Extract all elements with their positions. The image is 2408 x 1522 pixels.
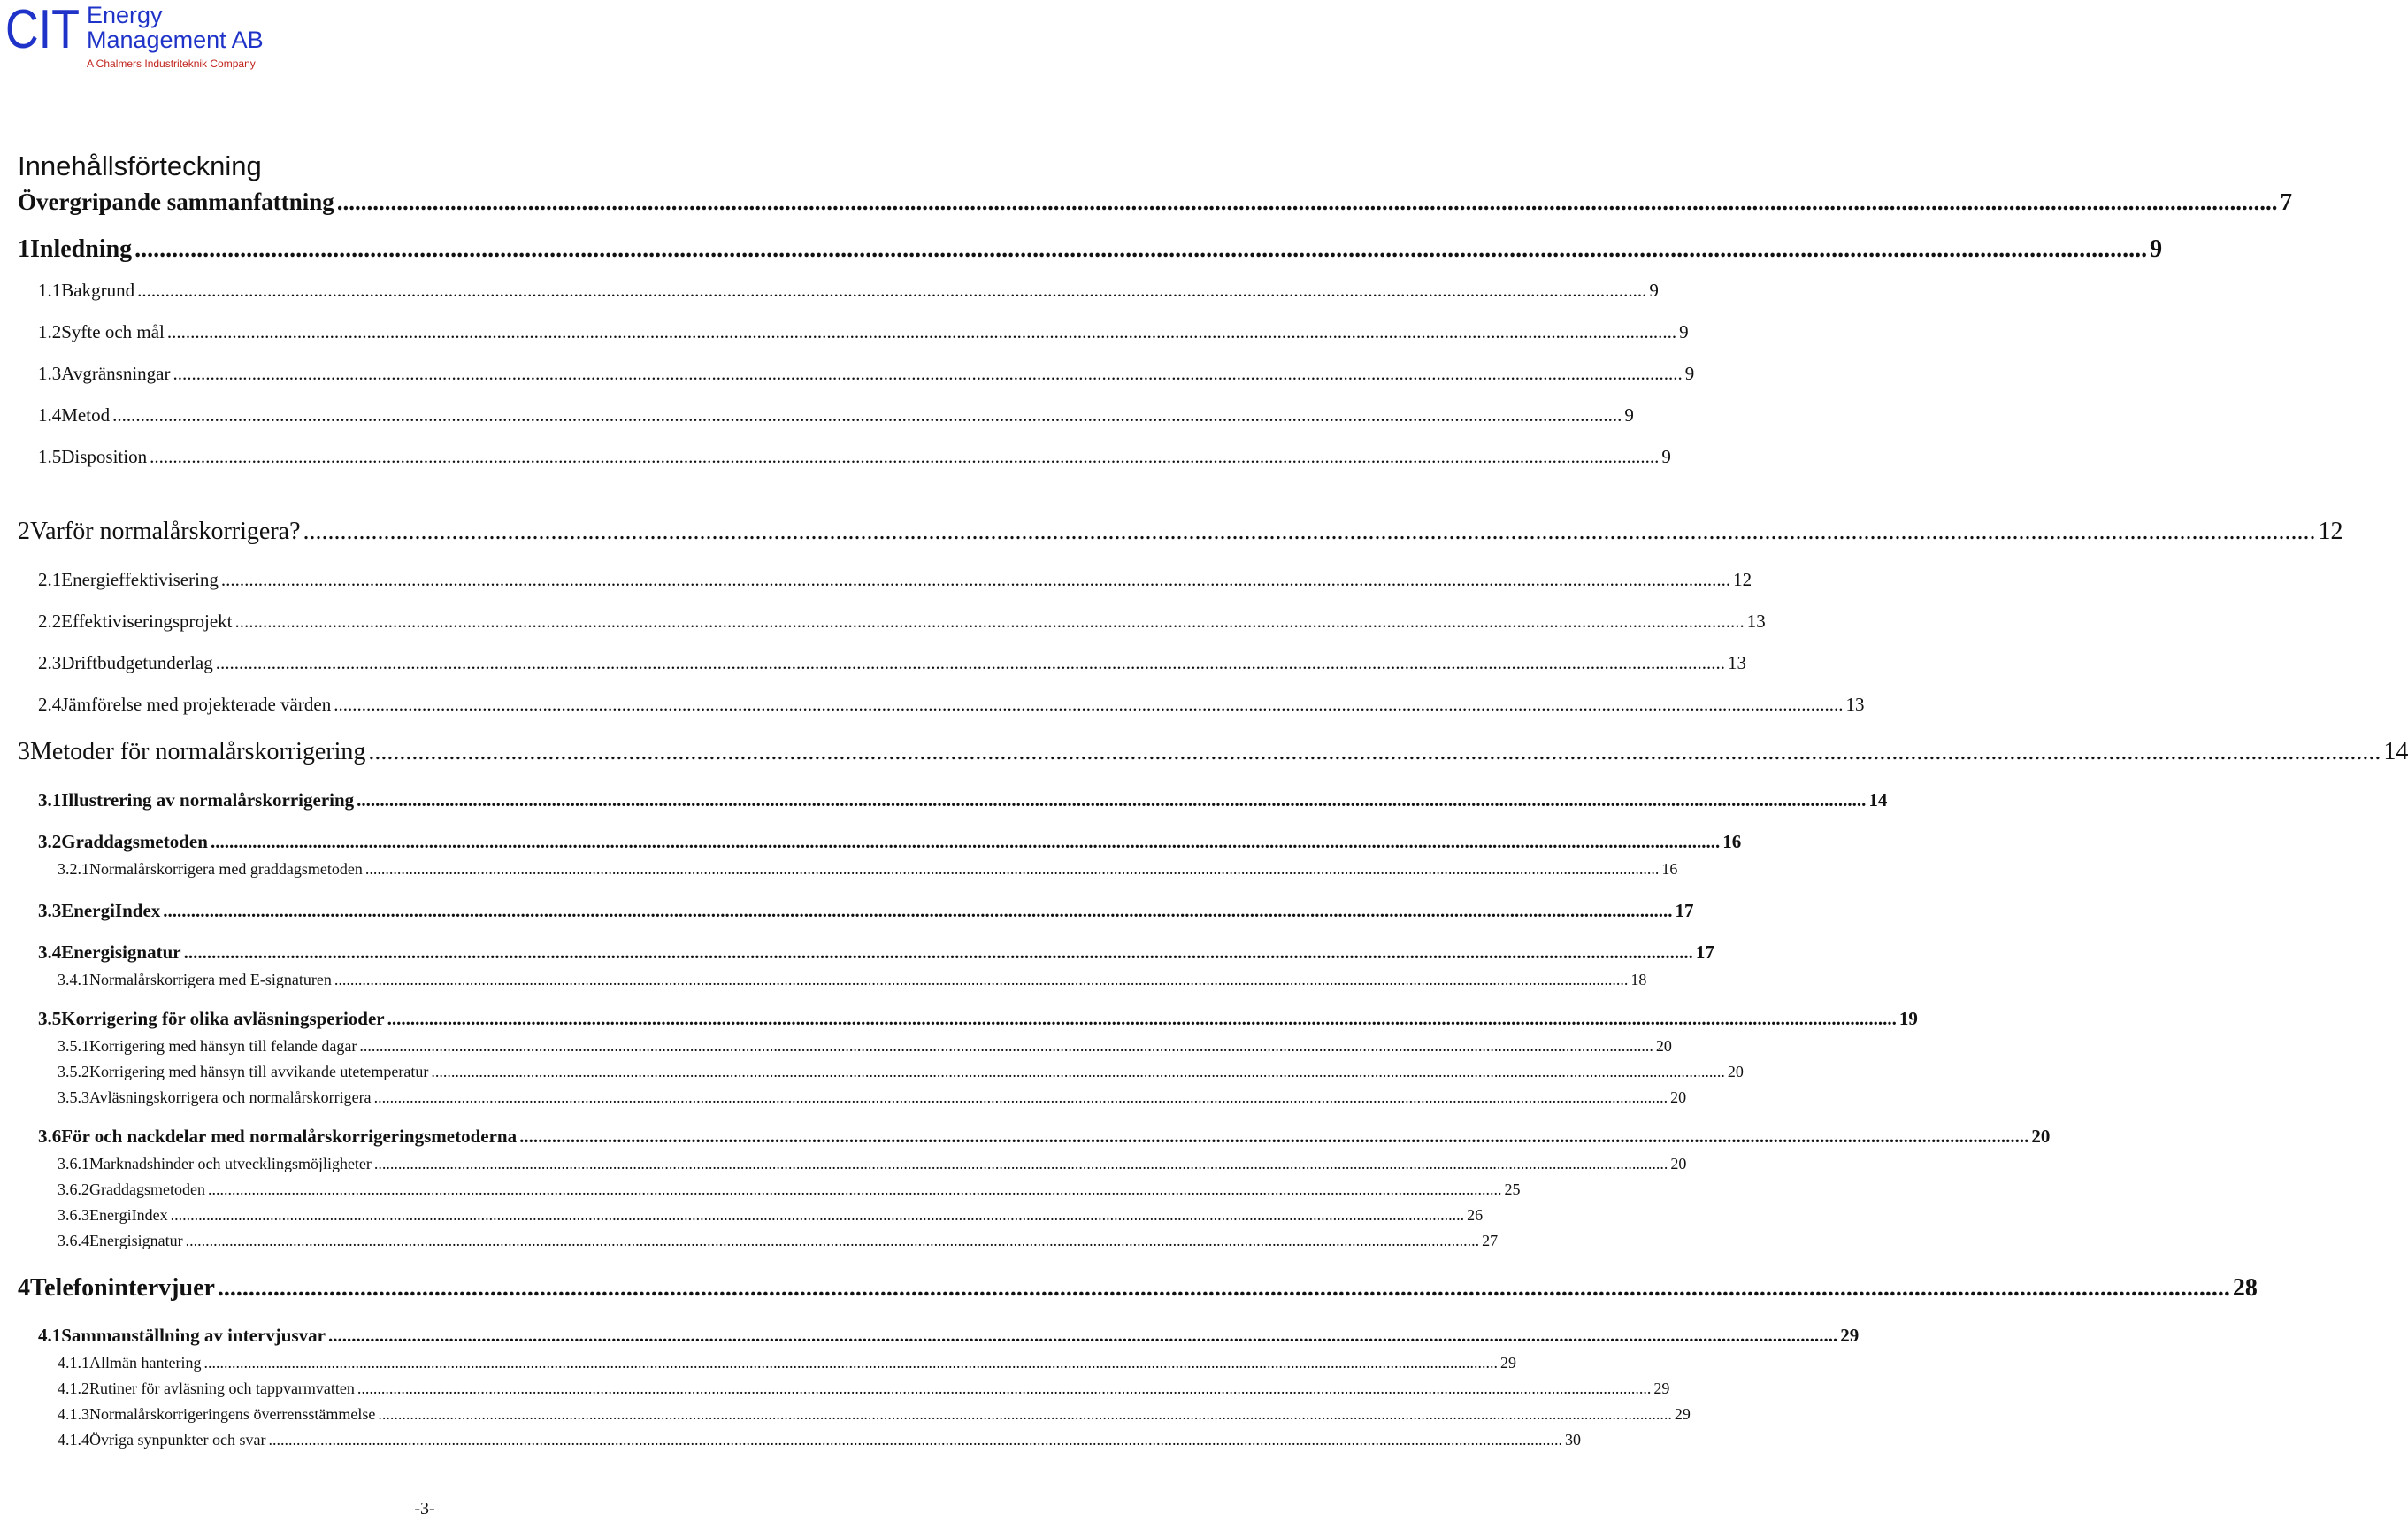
toc-entry[interactable] [18,831,1742,853]
toc-entry-number: 4.1.1 [58,1354,89,1372]
toc-entry-page: 9 [1684,363,1695,384]
toc-leader [334,971,1629,989]
logo-line-2: Management AB [87,27,264,53]
toc-entry-label: Övriga synpunkter och svar [89,1431,266,1449]
toc-entry-page: 28 [2232,1274,2258,1302]
toc-entry-label: Korrigering för olika avläsningsperioder [61,1008,385,1029]
toc-entry-page: 12 [2318,518,2343,545]
toc-entry-page: 13 [1746,611,1766,632]
toc-entry-number: 3.6 [38,1126,62,1147]
toc-leader [337,188,2278,216]
toc-entry[interactable] [18,860,1678,879]
toc-leader [211,831,1720,853]
toc-entry-label: Korrigering med hänsyn till felande dagar [89,1037,357,1055]
toc-entry[interactable] [18,1063,1744,1081]
toc-leader [163,900,1672,922]
toc-leader [208,1180,1502,1199]
toc-entry-page: 29 [1840,1325,1860,1346]
toc-leader [186,1232,1480,1250]
svg-text:CIT: CIT [5,0,80,60]
logo-line-1: Energy [87,2,163,28]
toc-leader [374,1155,1668,1173]
page-number-footer: -3- [414,1499,435,1518]
toc-entry-label: Avläsningskorrigera och normalårskorrigera [89,1088,372,1106]
toc-entry-label: Driftbudgetunderlag [61,652,213,673]
toc-entry-label: Normalårskorrigera med E-signaturen [89,971,332,988]
toc-leader [218,1274,2230,1303]
toc-entry-page: 16 [1722,831,1742,852]
toc-entry-page: 30 [1564,1431,1581,1449]
toc-entry[interactable] [18,1274,2258,1303]
toc-entry-label: Korrigering med hänsyn till avvikande utetemperatur [89,1063,429,1080]
toc-entry[interactable] [18,446,1671,468]
toc-entry[interactable] [18,1431,1581,1449]
toc-entry-number: 3.6.4 [58,1232,89,1249]
toc-leader [216,652,1725,674]
toc-entry-label: Disposition [61,446,148,467]
toc-entry[interactable] [18,942,1714,964]
toc-entry-label: Metoder för normalårskorrigering [30,738,366,765]
toc-entry-page: 7 [2280,188,2292,215]
toc-entry-label: Jämförelse med projekterade värden [61,694,332,715]
toc-entry[interactable] [18,235,2163,264]
toc-entry-page: 26 [1467,1206,1484,1224]
toc-entry-page: 20 [1655,1037,1672,1055]
toc-entry-number: 2.2 [38,611,62,632]
toc-entry-number: 3.2.1 [58,860,89,878]
toc-leader [378,1405,1672,1424]
toc-entry-number: 4.1.2 [58,1380,89,1397]
toc-leader [359,1037,1653,1056]
toc-entry[interactable] [18,900,1694,922]
toc-entry-page: 19 [1898,1008,1918,1029]
toc-entry-page: 20 [1670,1155,1687,1172]
toc-leader [368,738,2381,766]
toc-leader [387,1008,1897,1030]
toc-entry-page: 18 [1630,971,1647,988]
toc-entry[interactable] [18,611,1766,633]
toc-entry[interactable] [18,1180,1521,1199]
toc-entry-number: 3.6.1 [58,1155,89,1172]
toc-entry-page: 17 [1695,942,1714,963]
toc-entry-label: Energisignatur [61,942,181,963]
toc-entry-page: 9 [1679,321,1689,342]
toc-entry[interactable] [18,1325,1860,1347]
toc-leader [184,942,1693,964]
toc-entry[interactable] [18,1232,1499,1250]
toc-leader [221,569,1730,591]
toc-entry-number: 2.1 [38,569,62,590]
toc-entry-page: 25 [1504,1180,1521,1198]
toc-entry-page: 20 [1670,1088,1687,1106]
toc-entry-page: 29 [1499,1354,1516,1372]
toc-entry[interactable] [18,971,1647,989]
toc-leader [173,363,1683,385]
toc-entry-page: 29 [1653,1380,1670,1397]
toc-entry[interactable] [18,518,2343,546]
toc-entry-number: 3.6.2 [58,1180,89,1198]
toc-entry-label: Sammanställning av intervjusvar [61,1325,326,1346]
toc-entry-label: Övergripande sammanfattning [18,188,334,215]
toc-leader [134,235,2147,264]
toc-leader [303,518,2316,546]
toc-entry-label: Normalårskorrigeringens överrensstämmelse [89,1405,376,1423]
toc-entry-number: 1.3 [38,363,62,384]
toc-entry-label: Illustrering av normalårskorrigering [61,789,355,811]
toc-leader [203,1354,1498,1372]
toc-entry-label: Effektiviseringsprojekt [61,611,233,632]
toc-entry-number: 1.2 [38,321,62,342]
toc-leader [167,321,1676,343]
toc-entry[interactable] [18,1380,1670,1398]
toc-entry-page: 13 [1845,694,1865,715]
toc-entry[interactable] [18,1405,1691,1424]
toc-leader [328,1325,1837,1347]
toc-entry-label: Bakgrund [61,280,135,301]
toc-entry-number: 3.5.3 [58,1088,89,1106]
toc-entry-label: Varför normalårskorrigera? [30,518,301,545]
toc-entry[interactable] [18,1354,1516,1372]
toc-entry-number: 1.4 [38,404,62,426]
toc-entry[interactable] [18,1155,1687,1173]
toc-entry-page: 9 [1649,280,1659,301]
toc-leader [357,789,1866,811]
toc-entry[interactable] [18,280,1659,302]
toc-entry[interactable] [18,652,1746,674]
toc-entry-number: 2 [18,518,30,545]
toc-entry-page: 20 [1727,1063,1744,1080]
toc-leader [374,1088,1668,1107]
toc-entry-page: 13 [1727,652,1746,673]
cit-logo-mark [5,0,81,60]
toc-entry-page: 9 [2150,235,2163,263]
toc-entry-number: 1.5 [38,446,62,467]
toc-entry-label: Telefonintervjuer [30,1274,215,1302]
toc-entry-page: 20 [2031,1126,2051,1147]
toc-entry[interactable] [18,738,2408,766]
toc-leader [268,1431,1562,1449]
toc-entry-number: 4.1.3 [58,1405,89,1423]
toc-leader [150,446,1659,468]
toc-entry[interactable] [18,694,1865,716]
toc-entry-page: 17 [1675,900,1694,921]
toc-leader [357,1380,1652,1398]
toc-entry-number: 3.6.3 [58,1206,89,1224]
toc-entry-label: Inledning [30,235,133,263]
toc-entry[interactable] [18,1206,1484,1225]
toc-entry[interactable] [18,404,1634,427]
toc-leader [334,694,1843,716]
toc-entry-label: Graddagsmetoden [61,831,208,852]
toc-entry-page: 14 [1868,789,1888,811]
toc-entry-number: 3.3 [38,900,62,921]
toc-entry-number: 3.4.1 [58,971,89,988]
toc-entry-number: 1 [18,235,30,263]
toc-entry[interactable] [18,1008,1918,1030]
toc-entry-number: 3 [18,738,30,765]
toc-leader [365,860,1660,879]
toc-leader [519,1126,2028,1148]
toc-title: Innehållsförteckning [18,150,262,181]
toc-entry[interactable] [18,363,1695,385]
toc-entry-label: Syfte och mål [61,321,165,342]
toc-entry-number: 3.1 [38,789,62,811]
toc-leader [112,404,1622,427]
toc-entry-label: Avgränsningar [61,363,171,384]
toc-entry-label: Rutiner för avläsning och tappvarmvatten [89,1380,355,1397]
toc-entry-number: 3.5 [38,1008,62,1029]
toc-entry[interactable] [18,1037,1672,1056]
toc-entry-page: 12 [1733,569,1752,590]
toc-entry-number: 3.2 [38,831,62,852]
toc-entry-number: 3.5.2 [58,1063,89,1080]
toc-entry-label: Marknadshinder och utvecklingsmöjligheter [89,1155,372,1172]
toc-entry[interactable] [18,1126,2051,1148]
toc-entry-label: Energisignatur [89,1232,183,1249]
toc-entry-label: EnergiIndex [61,900,161,921]
toc-leader [235,611,1745,633]
toc-entry-number: 4.1 [38,1325,62,1346]
toc-entry[interactable] [18,321,1689,343]
toc-entry-page: 14 [2383,738,2408,765]
toc-entry-number: 2.3 [38,652,62,673]
toc-leader [171,1206,1465,1225]
toc-entry-label: EnergiIndex [89,1206,168,1224]
logo-tagline: A Chalmers Industriteknik Company [87,58,256,70]
toc-entry-number: 3.4 [38,942,62,963]
toc-entry[interactable] [18,569,1752,591]
toc-entry-number: 4 [18,1274,30,1302]
toc-leader [137,280,1646,302]
toc-entry-page: 27 [1482,1232,1499,1249]
toc-entry-label: Normalårskorrigera med graddagsmetoden [89,860,363,878]
toc-entry-number: 2.4 [38,694,62,715]
toc-entry-number: 4.1.4 [58,1431,89,1449]
toc-entry-number: 1.1 [38,280,62,301]
toc-entry-label: För och nackdelar med normalårskorrigeringsmetoderna [61,1126,518,1147]
toc-entry[interactable] [18,1088,1687,1107]
toc-entry-number: 3.5.1 [58,1037,89,1055]
toc-leader [431,1063,1725,1081]
company-logo [5,2,288,74]
toc-entry-page: 16 [1661,860,1678,878]
toc-entry-page: 9 [1661,446,1671,467]
toc-entry-label: Energieffektivisering [61,569,219,590]
toc-entry-page: 9 [1624,404,1634,426]
toc-entry[interactable] [18,188,2292,216]
toc-entry[interactable] [18,789,1888,811]
toc-entry-label: Graddagsmetoden [89,1180,205,1198]
toc-entry-page: 29 [1674,1405,1691,1423]
toc-entry-label: Metod [61,404,111,426]
toc-entry-label: Allmän hantering [89,1354,202,1372]
